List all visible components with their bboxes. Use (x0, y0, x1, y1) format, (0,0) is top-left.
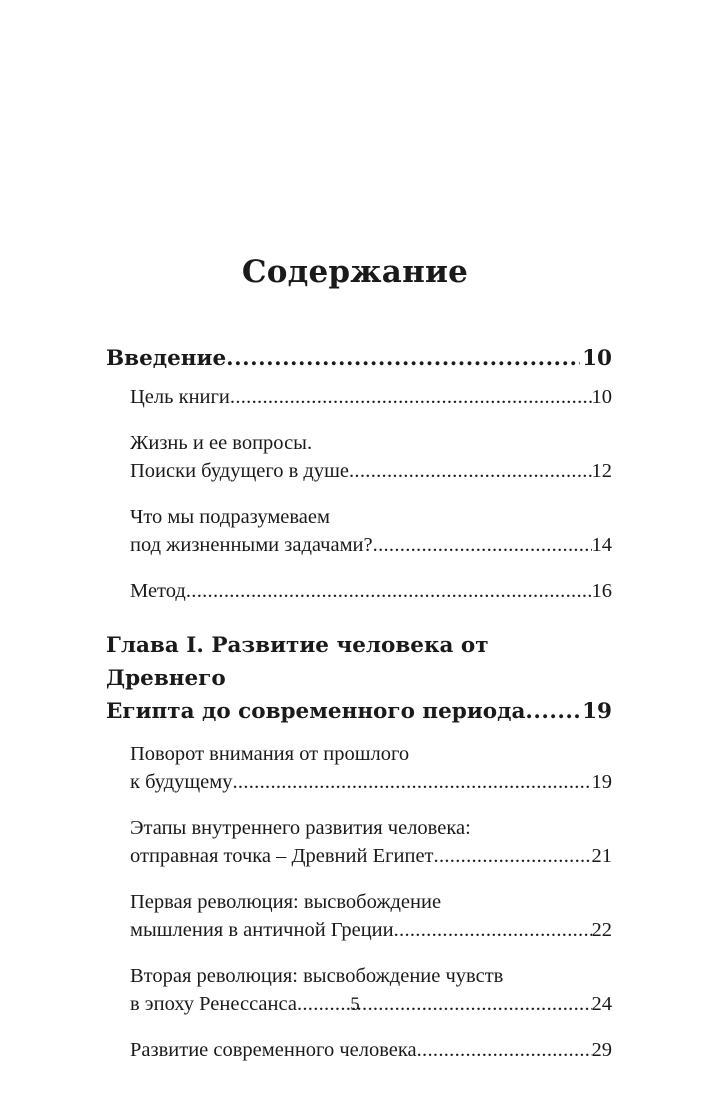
toc-entry-text: отправная точка – Древний Египет (130, 845, 434, 867)
toc-entry-text: в эпоху Ренессанса (130, 993, 297, 1015)
dot-leader (226, 342, 580, 375)
toc-entry-text: Метод (130, 580, 186, 602)
dot-leader (186, 577, 592, 605)
toc-entry[interactable] (130, 814, 612, 870)
toc-page-number: 22 (591, 919, 612, 941)
dot-leader (525, 695, 580, 728)
toc-part-title: Глава I. Развитие человека от Древнего (106, 633, 489, 691)
dot-leader (232, 768, 591, 796)
toc-entry-text: Вторая революция: высвобождение чувств (130, 965, 504, 987)
toc-page-number: 10 (591, 386, 612, 408)
toc-part-chapter-1[interactable] (106, 629, 612, 728)
toc-entry[interactable] (130, 383, 612, 411)
dot-leader (349, 457, 592, 485)
toc-entry-text: Поиски будущего в душе (130, 460, 349, 482)
dot-leader (417, 1036, 592, 1064)
table-of-contents (106, 342, 612, 1064)
toc-entry-text: к будущему (130, 771, 233, 793)
toc-entry[interactable] (130, 1036, 612, 1064)
toc-part-introduction[interactable] (106, 342, 612, 375)
toc-entry-text: Цель книги (130, 386, 230, 408)
toc-page-number: 14 (591, 534, 612, 556)
toc-entry[interactable] (130, 740, 612, 796)
toc-page-number: 21 (591, 845, 612, 867)
toc-entry-text: под жизненными задачами? (130, 534, 373, 556)
toc-page-number: 19 (591, 771, 612, 793)
toc-page-number: 24 (591, 993, 612, 1015)
toc-part-title: Введение (106, 346, 227, 371)
toc-entry-text: Поворот внимания от прошлого (130, 743, 410, 765)
dot-leader (373, 531, 592, 559)
toc-page-number: 10 (582, 346, 612, 371)
toc-part-title: Египта до современного периода (106, 699, 526, 724)
toc-entry[interactable] (130, 888, 612, 944)
toc-page-number: 19 (582, 699, 612, 724)
toc-page-number: 12 (591, 460, 612, 482)
toc-entry-text: Первая революция: высвобождение (130, 891, 442, 913)
toc-entry[interactable] (130, 429, 612, 485)
toc-page-number: 29 (591, 1039, 612, 1061)
toc-entry-text: Этапы внутреннего развития человека: (130, 817, 471, 839)
toc-entry-text: мышления в античной Греции (130, 919, 394, 941)
dot-leader (394, 916, 592, 944)
toc-entry[interactable] (130, 577, 612, 605)
dot-leader (434, 842, 592, 870)
dot-leader (230, 383, 592, 411)
toc-entry-text: Что мы подразумеваем (130, 506, 330, 528)
page-number: 5 (350, 994, 360, 1015)
toc-entry-text: Развитие современного человека (130, 1039, 417, 1061)
toc-entry-text: Жизнь и ее вопросы. (130, 432, 313, 454)
page-title: Содержание (241, 254, 469, 290)
toc-entry[interactable] (130, 503, 612, 559)
toc-page-number: 16 (591, 580, 612, 602)
